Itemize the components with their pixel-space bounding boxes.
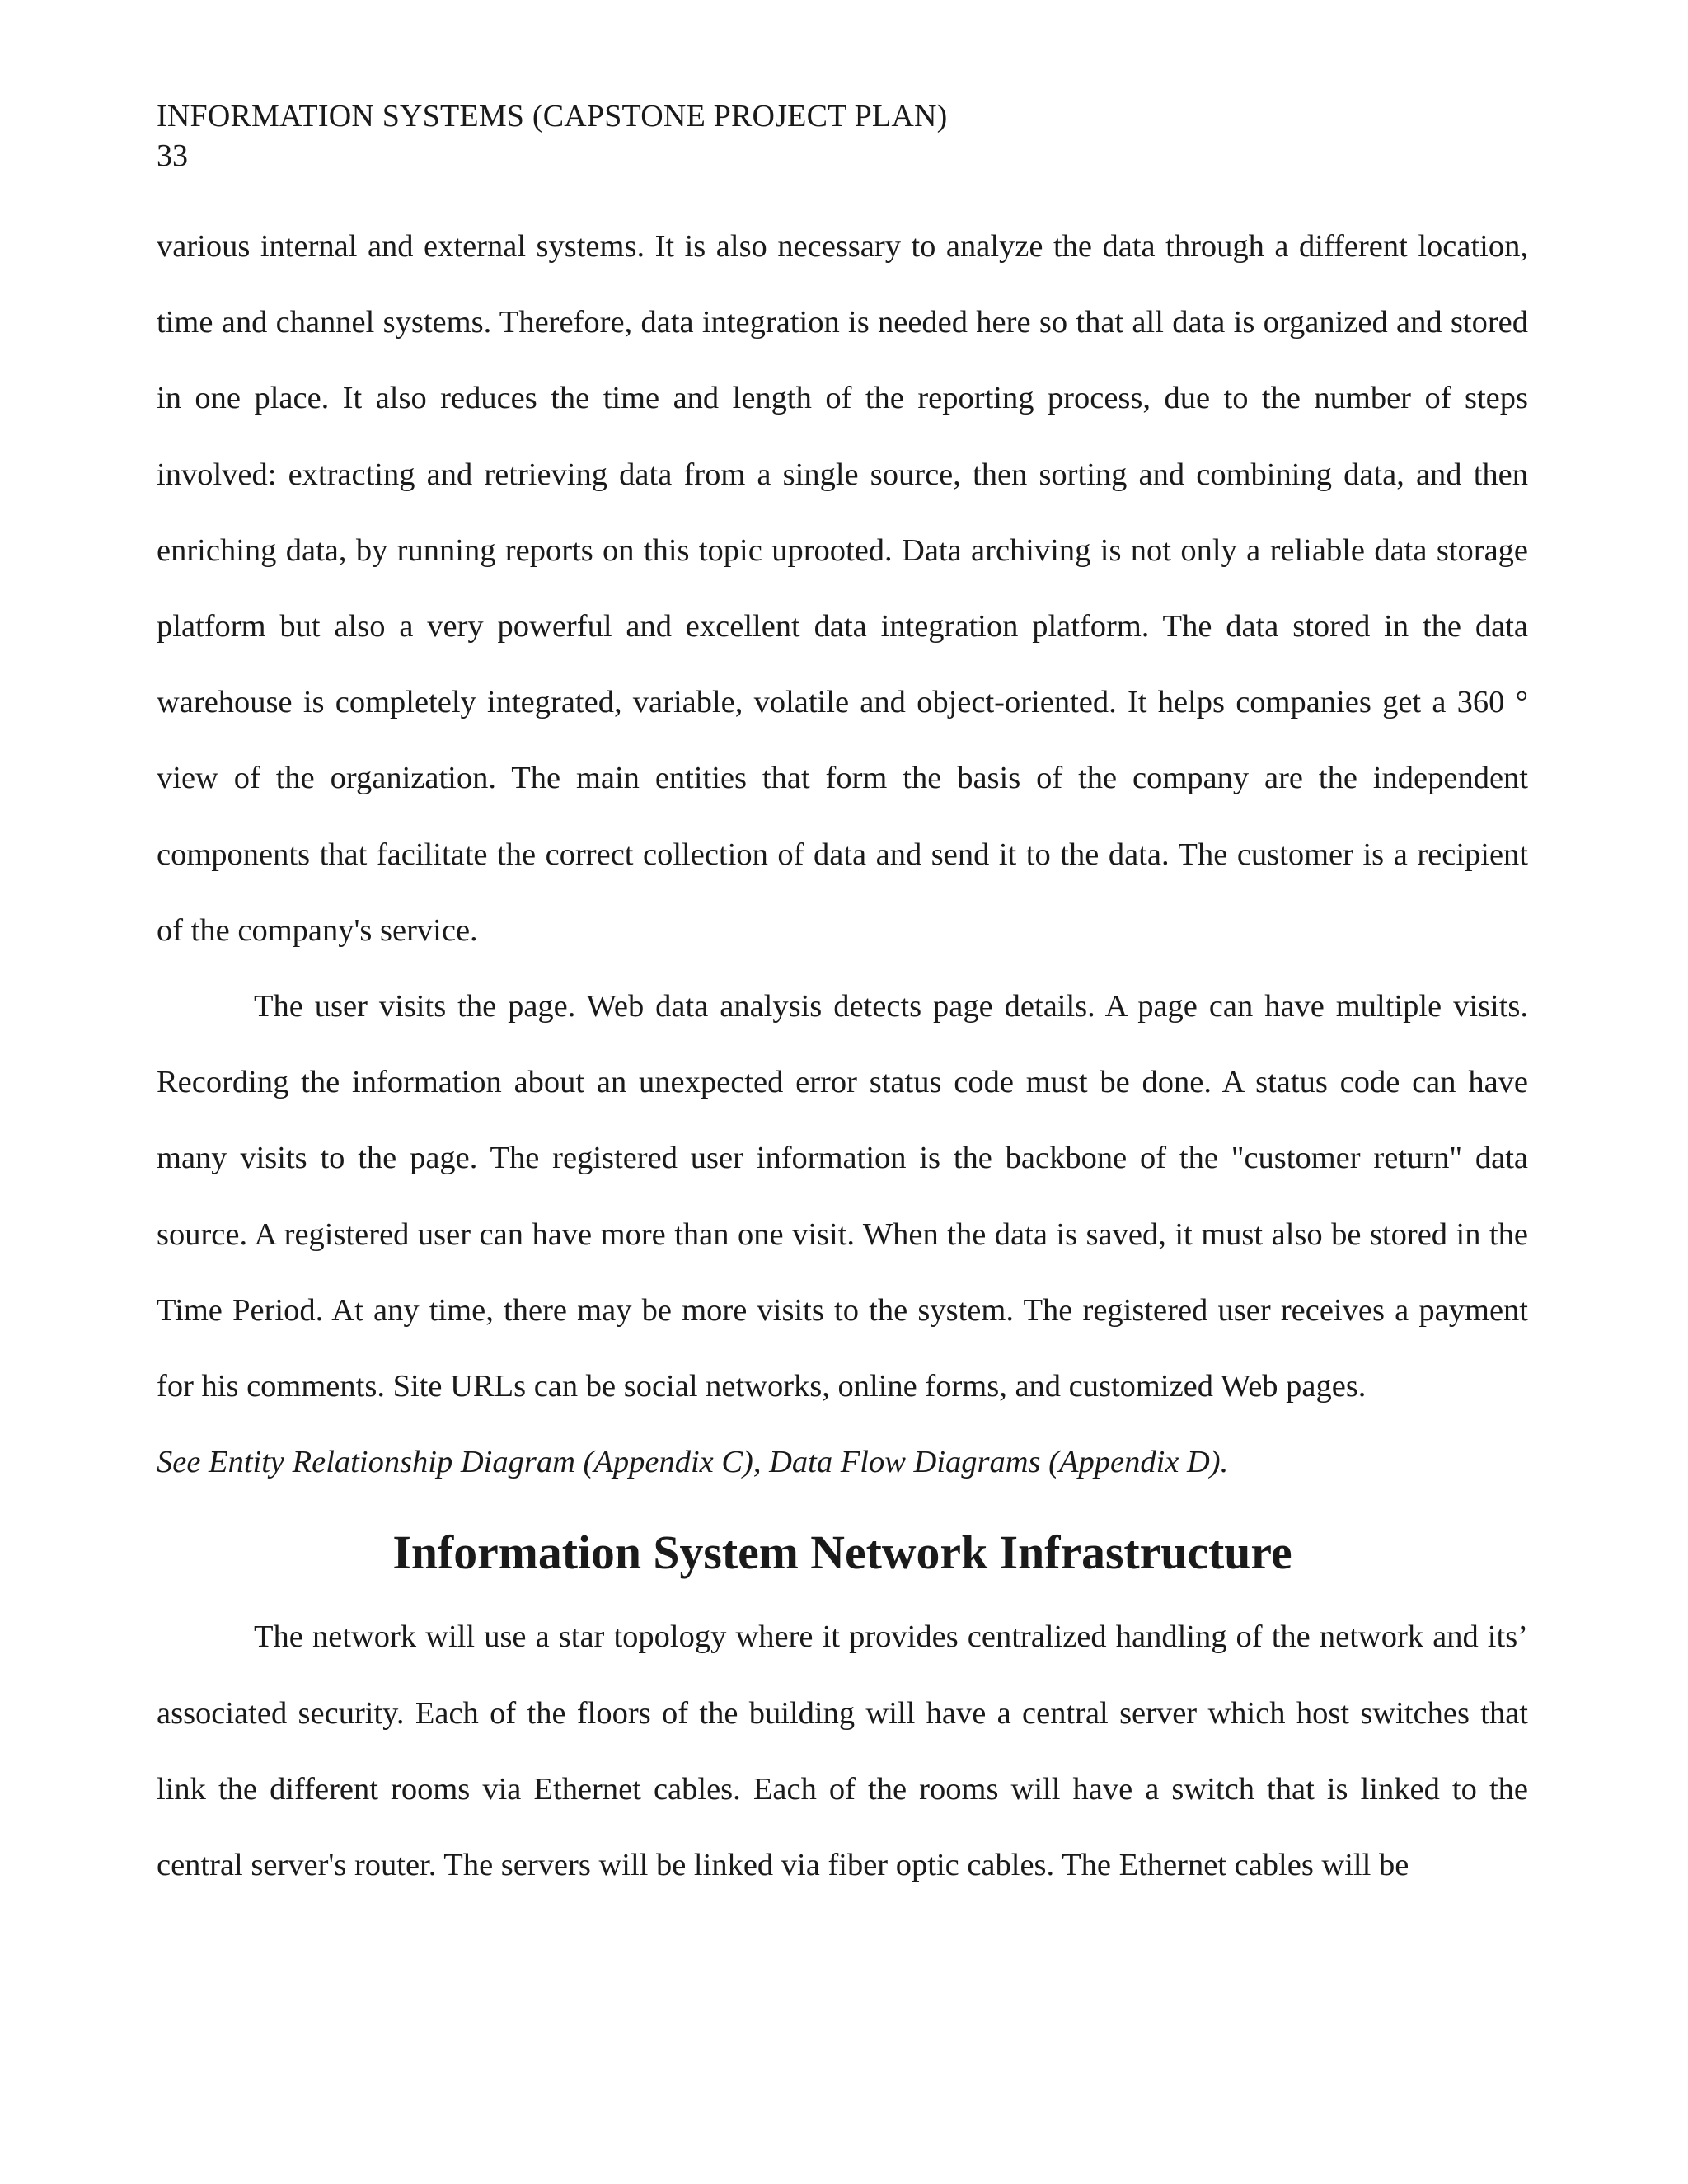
appendix-reference: See Entity Relationship Diagram (Appendix C), Data Flow Diagrams (Appendix D). [157, 1445, 1229, 1480]
page-number: 33 [157, 138, 188, 173]
section-heading: Information System Network Infrastructure [392, 1527, 1292, 1580]
paragraph-user-visits: The user visits the page. Web data analysis detects page details. A page can have multiple visits. Recording the information about an unexpected error status code must be done. A status code can have many visits to the page. The registered user information is the backbone of the "customer return" data source. A registered user can have more than one visit. When the data is saved, it must also be stored in the Time Period. At any time, there may be more visits to the system. The registered user receives a payment for his comments. Site URLs can be social networks, online forms, and customized Web pages. [157, 989, 1528, 1404]
paragraph-data-integration: various internal and external systems. It is also necessary to analyze the data through a different location, time and channel systems. Therefore, data integration is needed here so that all data is organized and stored in one place. It also reduces the time and length of the reporting process, due to the number of steps involved: extracting and retrieving data from a single source, then sorting and combining data, and then enriching data, by running reports on this topic uprooted. Data archiving is not only a reliable data storage platform but also a very powerful and excellent data integration platform. The data stored in the data warehouse is completely integrated, variable, volatile and object-oriented. It helps companies get a 360 ° view of the organization. The main entities that form the basis of the company are the independent components that facilitate the correct collection of data and send it to the data. The customer is a recipient of the company's service. [157, 229, 1528, 948]
running-head: INFORMATION SYSTEMS (CAPSTONE PROJECT PLAN) [157, 99, 948, 134]
paragraph-network-topology: The network will use a star topology where it provides centralized handling of the network and its’ associated security. Each of the floors of the building will have a central server which host switches that link the different rooms via Ethernet cables. Each of the rooms will have a switch that is linked to the central server's router. The servers will be linked via fiber optic cables. The Ethernet cables will be [157, 1619, 1528, 1883]
document-body [157, 209, 1528, 1903]
